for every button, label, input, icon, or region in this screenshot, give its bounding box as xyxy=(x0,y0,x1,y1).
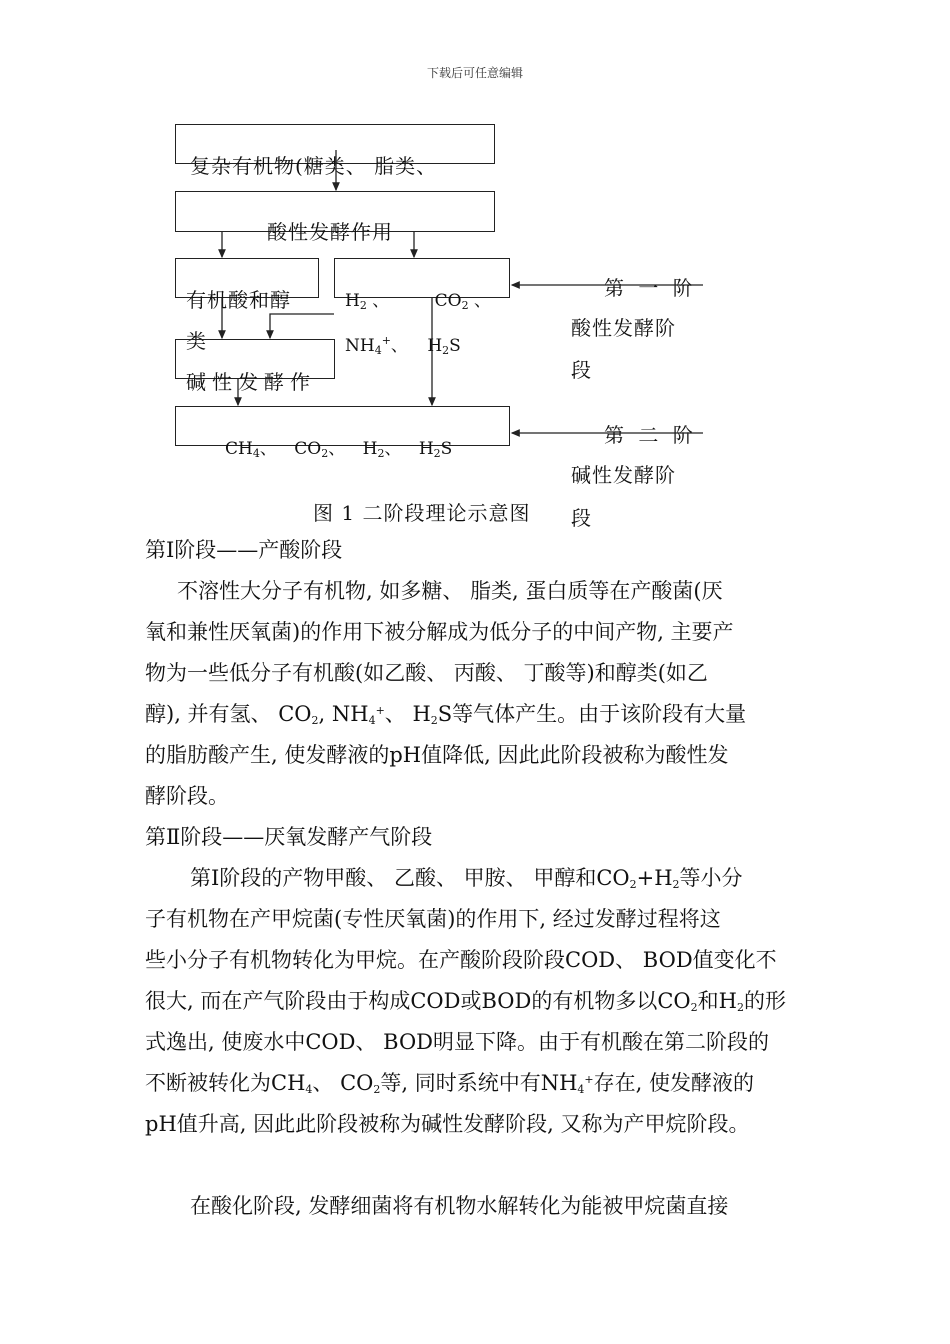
stage1-label: 酸性发酵阶 xyxy=(571,316,676,340)
section2-line1: 第Ⅰ阶段的产物甲酸、 乙酸、 甲胺、 甲醇和$CO_2+H_2$等小分 xyxy=(190,866,743,891)
box-gases-line2: $NH_4^+$、 $H_2S$ xyxy=(345,334,461,357)
section1-line1: 不溶性大分子有机物, 如多糖、 脂类, 蛋白质等在产酸菌(厌 xyxy=(177,579,723,603)
section1-line5: 的脂肪酸产生, 使发酵液的pH值降低, 因此此阶段被称为酸性发 xyxy=(145,743,729,767)
section2-line2: 子有机物在产甲烷菌(专性厌氧菌)的作用下, 经过发酵过程将这 xyxy=(145,907,721,931)
section1-line3: 物为一些低分子有机酸(如乙酸、 丙酸、 丁酸等)和醇类(如乙 xyxy=(145,661,708,685)
stage2-label-wrap: 段 xyxy=(571,506,592,530)
section3-line1: 在酸化阶段, 发酵细菌将有机物水解转化为能被甲烷菌直接 xyxy=(190,1194,729,1218)
stage2-heading: 第 二 阶 xyxy=(604,423,697,447)
section2-line4: 很大, 而在产气阶段由于构成COD或BOD的有机物多以$CO_2$和$H_2$的形 xyxy=(145,989,786,1014)
box-organic-acids-label-wrap: 类 xyxy=(186,329,207,353)
diagram-caption: 图 1 二阶段理论示意图 xyxy=(313,501,531,525)
stage1-heading: 第 一 阶 xyxy=(604,276,697,300)
box-acid-fermentation-label: 酸性发酵作用 xyxy=(267,220,393,244)
section1-line4: 醇), 并有氢、 $CO_2$, $NH_4^+$、 $H_2S$等气体产生。由于该阶段有大量 xyxy=(145,702,747,727)
section1-heading: 第Ⅰ阶段——产酸阶段 xyxy=(145,538,343,562)
section2-line5: 式逸出, 使废水中COD、 BOD明显下降。由于有机酸在第二阶段的 xyxy=(145,1030,770,1054)
section2-line3: 些小分子有机物转化为甲烷。在产酸阶段阶段COD、 BOD值变化不 xyxy=(145,948,777,972)
box-complex-organics-label: 复杂有机物(糖类、 脂类、 xyxy=(190,154,438,178)
section2-line7: pH值升高, 因此此阶段被称为碱性发酵阶段, 又称为产甲烷阶段。 xyxy=(145,1112,750,1136)
stage2-label: 碱性发酵阶 xyxy=(571,463,676,487)
box-final-products-label: $CH_4$、 $CO_2$、 $H_2$、 $H_2S$ xyxy=(225,439,453,460)
section1-line6: 酵阶段。 xyxy=(145,784,229,808)
arrow-gases-to-alkaline xyxy=(270,314,334,338)
diagram-arrows xyxy=(0,0,950,560)
box-organic-acids-label: 有机酸和醇 xyxy=(186,288,291,312)
page-header-watermark: 下载后可任意编辑 xyxy=(426,66,523,80)
section2-line6: 不断被转化为$CH_4$、 $CO_2$等, 同时系统中有$NH_4^+$存在, 使发酵液的 xyxy=(145,1071,754,1096)
stage1-label-wrap: 段 xyxy=(571,358,592,382)
box-alkaline-fermentation-label: 碱性发酵作 xyxy=(186,370,316,394)
section1-line2: 氧和兼性厌氧菌)的作用下被分解成为低分子的中间产物, 主要产 xyxy=(145,620,734,644)
box-gases-line1: $H_2$ 、 $CO_2$ 、 xyxy=(345,291,491,312)
section2-heading: 第Ⅱ阶段——厌氧发酵产气阶段 xyxy=(145,825,433,849)
